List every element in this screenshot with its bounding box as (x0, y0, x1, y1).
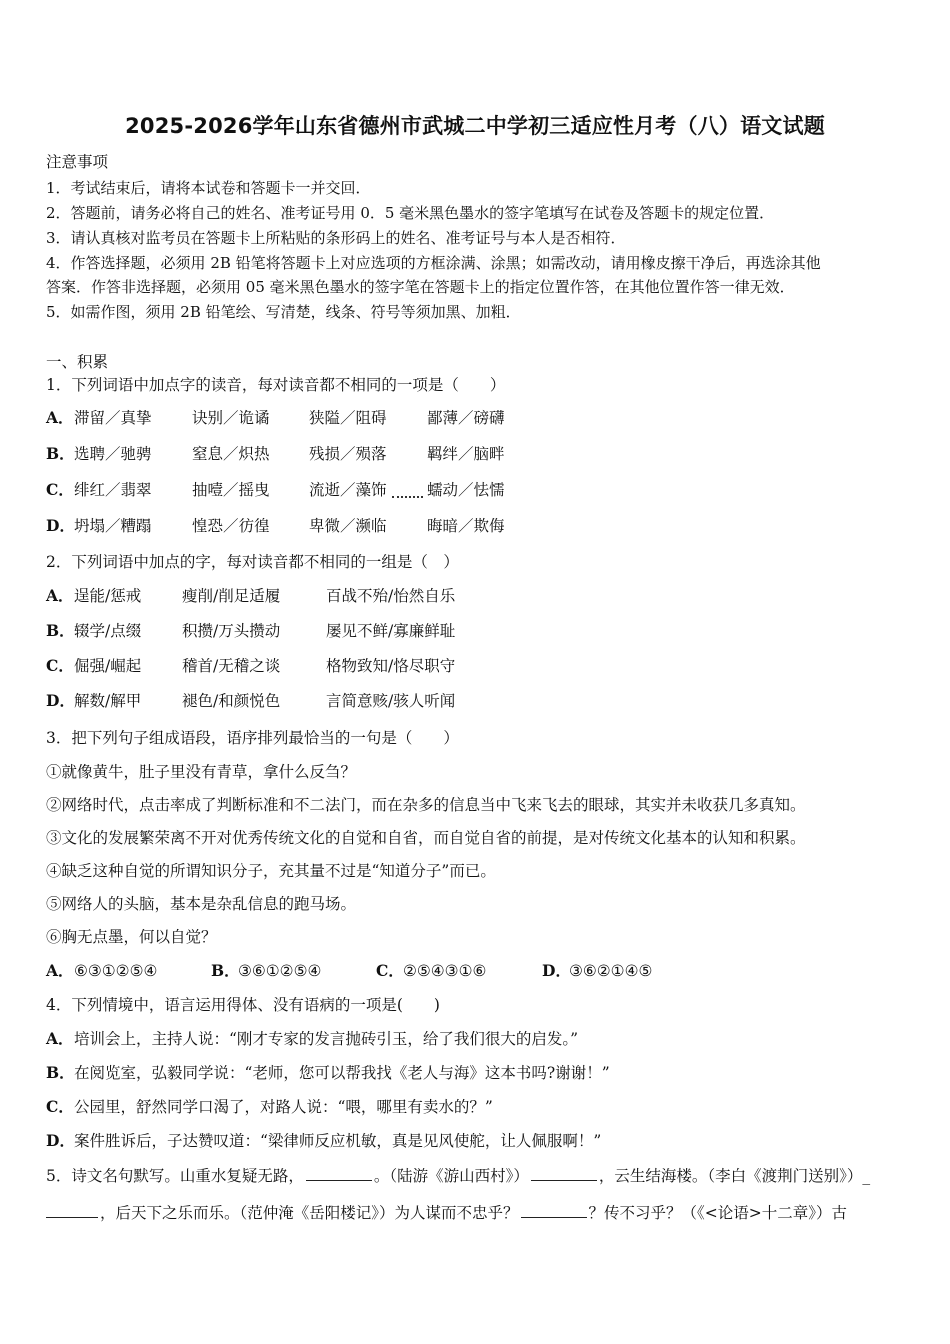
word-pair: 逞能/惩戒 (74, 587, 142, 605)
answer-blank[interactable] (306, 1166, 372, 1181)
word-pair: 残损／殒落 (309, 445, 387, 463)
notice-item-1: 1．考试结束后，请将本试卷和答题卡一并交回． (46, 179, 371, 197)
option-letter: C． (376, 961, 404, 980)
q3-sentence-3: ③文化的发展繁荣离不开对优秀传统文化的自觉和自省，而自觉自省的前提，是对传统文化基本的认知和积累。 (46, 829, 806, 847)
option-letter: B． (46, 621, 75, 640)
notice-item-3: 3．请认真核对监考员在答题卡上所粘贴的条形码上的姓名、准考证号与本人是否相符． (46, 229, 626, 247)
q5-text: 5．诗文名句默写。山重水复疑无路， (46, 1167, 304, 1185)
word-pair: 解数/解甲 (74, 692, 142, 710)
option-text: ③⑥①②⑤④ (238, 962, 322, 980)
word-pair: 羁绊／脑畔 (427, 445, 505, 463)
q4-stem: 4．下列情境中，语言运用得体、没有语病的一项是( ) (46, 996, 440, 1014)
q3-sentence-2: ②网络时代，点击率成了判断标准和不二法门，而在杂多的信息当中飞来飞去的眼球，其实并未收获几多真知。 (46, 796, 806, 814)
word-pair: 窒息／炽热 (192, 445, 270, 463)
emphasis-dots (392, 488, 423, 498)
word-pair: 屡见不鲜/寡廉鲜耻 (326, 622, 456, 640)
word-pair: 绯红／翡翠 (74, 481, 152, 499)
answer-blank[interactable] (531, 1166, 597, 1181)
q3-stem: 3．把下列句子组成语段，语序排列最恰当的一句是（ ） (46, 729, 459, 747)
word-pair: 瘦削/削足适履 (182, 587, 281, 605)
option-text: ③⑥②①④⑤ (569, 962, 653, 980)
word-pair: 诀别／诡谲 (192, 409, 270, 427)
word-pair: 格物致知/恪尽职守 (326, 657, 456, 675)
option-text: 公园里，舒然同学口渴了，对路人说：“喂，哪里有卖水的？” (74, 1098, 493, 1116)
q5-line-2 (46, 1203, 847, 1223)
q1-stem: 1．下列词语中加点字的读音，每对读音都不相同的一项是（ ） (46, 376, 506, 394)
word-pair: 褪色/和颜悦色 (182, 692, 281, 710)
word-pair: 流逝／藻饰 (309, 481, 387, 499)
word-pair: 言简意赅/骇人听闻 (326, 692, 456, 710)
option-letter: D． (46, 516, 75, 535)
option-text: ⑥③①②⑤④ (74, 962, 158, 980)
option-text: 在阅览室，弘毅同学说：“老师，您可以帮我找《老人与海》这本书吗?谢谢！” (74, 1064, 610, 1082)
answer-blank[interactable] (521, 1203, 587, 1218)
q5-text: ？传不习乎？（《<论语>十二章》）古 (588, 1204, 847, 1222)
notice-item-4-cont: 答案．作答非选择题，必须用 05 毫米黑色墨水的签字笔在答题卡上的指定位置作答，在其他位置作答一律无效． (46, 278, 795, 296)
word-pair: 晦暗／欺侮 (427, 517, 505, 535)
page-title: 2025-2026学年山东省德州市武城二中学初三适应性月考（八）语文试题 (125, 114, 825, 138)
q3-sentence-6: ⑥胸无点墨，何以自觉？ (46, 928, 217, 946)
option-letter: A． (46, 586, 74, 605)
notice-item-2: 2．答题前，请务必将自己的姓名、准考证号用 0．5 毫米黑色墨水的签字笔填写在试卷及答题卡的规定位置． (46, 204, 775, 222)
q3-sentence-4: ④缺乏这种自觉的所谓知识分子，充其量不过是“知道分子”而已。 (46, 862, 496, 880)
option-letter: D． (542, 961, 571, 980)
word-pair: 抽噎／摇曳 (192, 481, 270, 499)
notice-item-5: 5．如需作图，须用 2B 铅笔绘、写清楚，线条、符号等须加黑、加粗． (46, 303, 521, 321)
word-pair: 鄙薄／磅礴 (427, 409, 505, 427)
option-text: ②⑤④③①⑥ (403, 962, 487, 980)
q5-line-1 (46, 1166, 870, 1186)
option-letter: C． (46, 480, 74, 499)
option-letter: B． (46, 1063, 75, 1082)
option-letter: D． (46, 1131, 75, 1150)
option-text: 案件胜诉后，子达赞叹道：“梁律师反应机敏，真是见风使舵，让人佩服啊！” (74, 1132, 602, 1150)
word-pair: 狭隘／阻碍 (309, 409, 387, 427)
word-pair: 辍学/点缀 (74, 622, 142, 640)
word-pair: 积攒/万头攒动 (182, 622, 281, 640)
option-letter: A． (46, 1029, 74, 1048)
word-pair: 滞留／真挚 (74, 409, 152, 427)
notice-heading: 注意事项 (46, 153, 109, 171)
option-letter: B． (46, 444, 75, 463)
q5-text: ，云生结海楼。（李白《渡荆门送别》）_ (598, 1167, 871, 1185)
word-pair: 惶恐／彷徨 (192, 517, 270, 535)
option-letter: A． (46, 961, 74, 980)
answer-blank[interactable] (46, 1203, 98, 1218)
option-letter: D． (46, 691, 75, 710)
section-heading: 一、积累 (46, 353, 109, 371)
option-letter: B． (211, 961, 240, 980)
q5-text: ，后天下之乐而乐。（范仲淹《岳阳楼记》）为人谋而不忠乎？ (100, 1204, 519, 1222)
option-letter: C． (46, 656, 74, 675)
word-pair: 百战不殆/怡然自乐 (326, 587, 456, 605)
word-pair: 卑微／濒临 (309, 517, 387, 535)
q3-sentence-5: ⑤网络人的头脑，基本是杂乱信息的跑马场。 (46, 895, 357, 913)
word-pair: 倔强/崛起 (74, 657, 142, 675)
notice-item-4: 4．作答选择题，必须用 2B 铅笔将答题卡上对应选项的方框涂满、涂黑；如需改动，请用橡皮擦干净后，再选涂其他 (46, 254, 821, 272)
q3-sentence-1: ①就像黄牛，肚子里没有青草，拿什么反刍？ (46, 763, 357, 781)
word-pair: 坍塌／糟蹋 (74, 517, 152, 535)
option-letter: C． (46, 1097, 74, 1116)
option-text: 培训会上，主持人说：“刚才专家的发言抛砖引玉，给了我们很大的启发。” (74, 1030, 579, 1048)
word-pair: 蠕动／怯懦 (427, 481, 505, 499)
q2-stem: 2．下列词语中加点的字，每对读音都不相同的一组是（ ） (46, 553, 459, 571)
word-pair: 稽首/无稽之谈 (182, 657, 281, 675)
q5-text: 。（陆游《游山西村》） (373, 1167, 529, 1185)
option-letter: A． (46, 408, 74, 427)
word-pair: 选聘／驰骋 (74, 445, 152, 463)
